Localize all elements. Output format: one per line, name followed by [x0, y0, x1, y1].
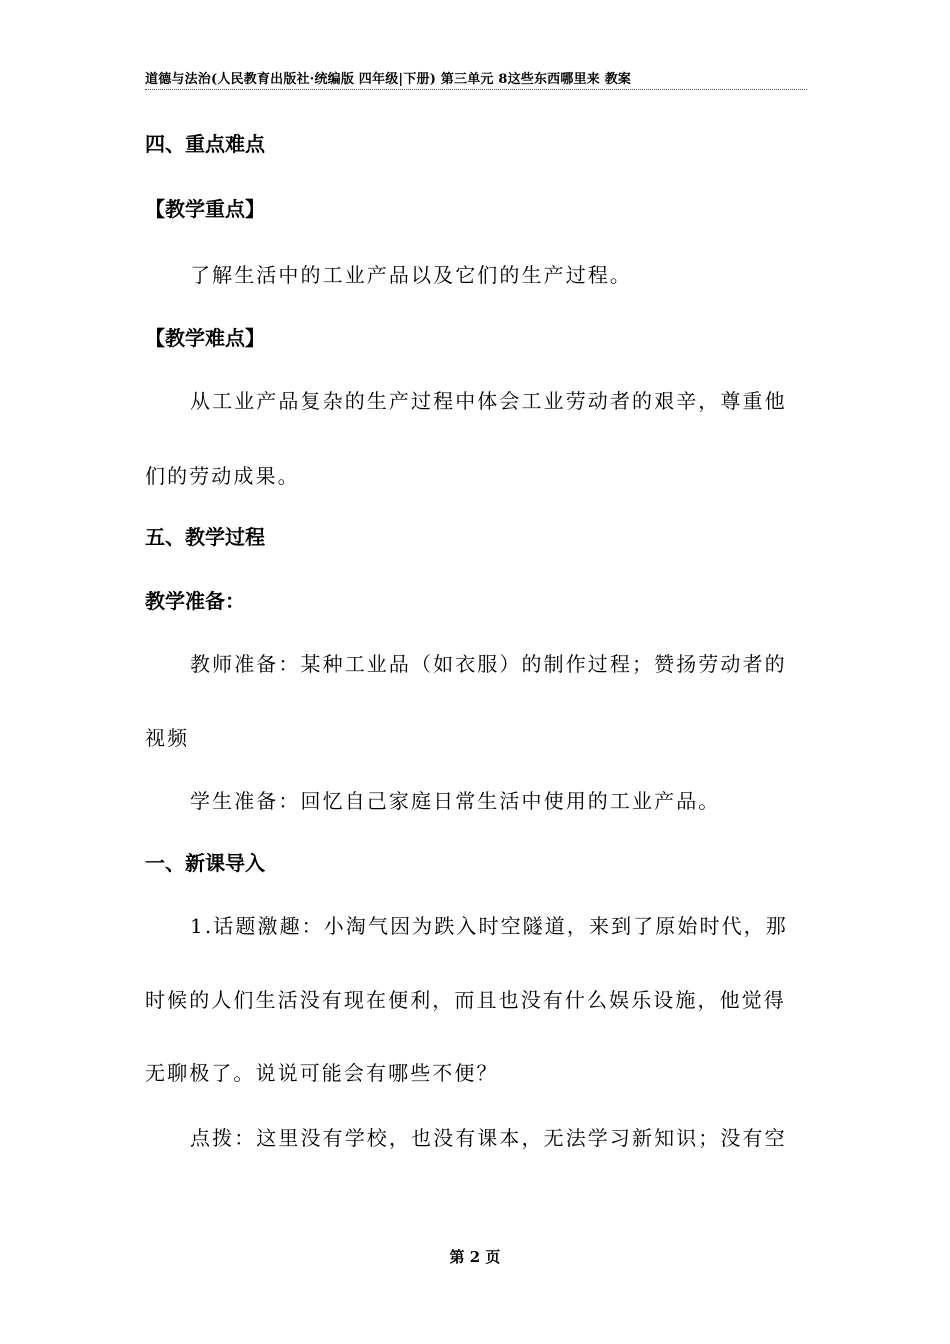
part-1-title: 一、新课导入 [145, 851, 265, 875]
difficulty-text-line2: 们的劳动成果。 [145, 464, 300, 488]
intro-line2: 时候的人们生活没有现在便利，而且也没有什么娱乐设施，他觉得 [145, 988, 786, 1012]
hint-line1: 点拨：这里没有学校，也没有课本，无法学习新知识；没有空 [190, 1126, 787, 1150]
difficulty-label: 【教学难点】 [145, 326, 265, 350]
key-point-text: 了解生活中的工业产品以及它们的生产过程。 [190, 263, 632, 287]
teacher-prep-line2: 视频 [145, 726, 190, 750]
difficulty-text-line1: 从工业产品复杂的生产过程中体会工业劳动者的艰辛，尊重他 [190, 389, 787, 413]
intro-line3: 无聊极了。说说可能会有哪些不便？ [145, 1061, 499, 1085]
page-header: 道德与法治(人民教育出版社·统编版 四年级|下册) 第三单元 8这些东西哪里来 教案 [145, 68, 807, 90]
page-number: 第 2 页 [449, 1248, 501, 1266]
section-4-title: 四、重点难点 [145, 132, 265, 156]
prep-label: 教学准备： [145, 589, 245, 613]
key-point-label: 【教学重点】 [145, 197, 265, 221]
intro-line1: 1.话题激趣：小淘气因为跌入时空隧道，来到了原始时代，那 [190, 914, 788, 938]
student-prep: 学生准备：回忆自己家庭日常生活中使用的工业产品。 [190, 789, 721, 813]
section-5-title: 五、教学过程 [145, 525, 265, 549]
teacher-prep-line1: 教师准备：某种工业品（如衣服）的制作过程；赞扬劳动者的 [190, 652, 787, 676]
